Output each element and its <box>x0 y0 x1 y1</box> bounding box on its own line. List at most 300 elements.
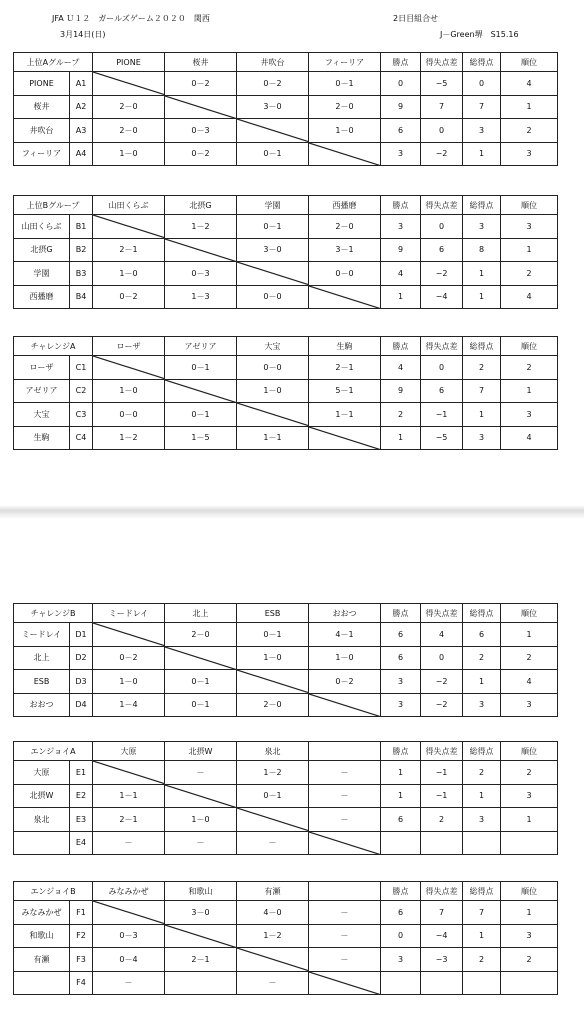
table-row <box>14 971 558 995</box>
column-team-header <box>309 882 381 901</box>
stat-cell: −1 <box>421 784 463 808</box>
row-team-code: D4 <box>70 693 93 717</box>
column-team-header: フィーリア <box>309 53 381 72</box>
stat-cell: 1 <box>463 262 501 286</box>
diagonal-cell <box>93 761 165 785</box>
group-name: エンジョイB <box>14 882 93 901</box>
table-row <box>14 285 558 309</box>
row-team-code: E2 <box>70 784 93 808</box>
stat-header: 総得点 <box>463 604 501 623</box>
stat-cell <box>421 971 463 995</box>
score-cell: 1－1 <box>237 426 309 450</box>
column-team-header: 北上 <box>165 604 237 623</box>
stat-cell: 3 <box>501 924 558 948</box>
stat-cell: 8 <box>463 238 501 262</box>
column-team-header: ESB <box>237 604 309 623</box>
stat-cell: 3 <box>463 808 501 832</box>
row-team-name: 山田くらぶ <box>14 215 70 239</box>
stat-cell: 3 <box>463 426 501 450</box>
table-row <box>14 426 558 450</box>
stat-cell: 6 <box>381 646 421 670</box>
stat-cell: 0 <box>381 924 421 948</box>
stat-header: 得失点差 <box>421 337 463 356</box>
row-team-code: A3 <box>70 119 93 143</box>
stat-cell: 1 <box>381 784 421 808</box>
stat-cell: 1 <box>501 901 558 925</box>
column-team-header: 泉北 <box>237 742 309 761</box>
score-cell: 0－3 <box>165 119 237 143</box>
score-cell: 0－2 <box>93 285 165 309</box>
stat-cell: −2 <box>421 262 463 286</box>
row-team-code: A1 <box>70 72 93 96</box>
row-team-code: C3 <box>70 403 93 427</box>
row-team-code: D1 <box>70 623 93 647</box>
stat-cell: 3 <box>381 670 421 694</box>
stat-cell: −5 <box>421 72 463 96</box>
table-row <box>14 784 558 808</box>
stat-cell: 1 <box>463 784 501 808</box>
row-team-code: F3 <box>70 948 93 972</box>
score-cell: 3－0 <box>237 95 309 119</box>
diagonal-cell <box>165 238 237 262</box>
stat-cell: 2 <box>463 948 501 972</box>
diagonal-cell <box>309 971 381 995</box>
score-cell: 1－0 <box>93 379 165 403</box>
score-cell: 2－1 <box>93 808 165 832</box>
group-name: エンジョイA <box>14 742 93 761</box>
row-team-code: A2 <box>70 95 93 119</box>
stat-cell: 0 <box>463 72 501 96</box>
diagonal-cell <box>237 403 309 427</box>
diagonal-cell <box>93 623 165 647</box>
score-cell: 1－0 <box>309 646 381 670</box>
stat-header: 得失点差 <box>421 53 463 72</box>
stat-header: 得失点差 <box>421 742 463 761</box>
row-team-name: 生駒 <box>14 426 70 450</box>
score-cell: 0－3 <box>93 924 165 948</box>
stat-cell: 1 <box>501 808 558 832</box>
score-cell: 1－2 <box>237 761 309 785</box>
page-2 <box>0 519 584 1024</box>
stat-cell: 6 <box>381 901 421 925</box>
score-cell <box>165 971 237 995</box>
stat-cell: 9 <box>381 95 421 119</box>
row-team-code: B3 <box>70 262 93 286</box>
stat-header: 得失点差 <box>421 196 463 215</box>
row-team-name: 大宝 <box>14 403 70 427</box>
row-team-name: PIONE <box>14 72 70 96</box>
row-team-code: C1 <box>70 356 93 380</box>
stat-header: 順位 <box>501 337 558 356</box>
row-team-code: E1 <box>70 761 93 785</box>
row-team-code: B4 <box>70 285 93 309</box>
stat-cell: 0 <box>381 72 421 96</box>
score-cell: 3－0 <box>237 238 309 262</box>
score-cell: 1－2 <box>237 924 309 948</box>
row-team-name: フィーリア <box>14 142 70 166</box>
stat-header: 総得点 <box>463 337 501 356</box>
table-row <box>14 215 558 239</box>
document-subtitle: 2日目組合せ <box>393 14 439 23</box>
stat-cell: 3 <box>501 784 558 808</box>
score-cell: 0－0 <box>237 285 309 309</box>
stat-cell: 3 <box>381 215 421 239</box>
diagonal-cell <box>165 646 237 670</box>
score-cell: 0－0 <box>93 403 165 427</box>
stat-cell: 0 <box>421 646 463 670</box>
score-cell: 2－1 <box>309 356 381 380</box>
table-row <box>14 901 558 925</box>
row-team-name: 北摂W <box>14 784 70 808</box>
stat-cell: 3 <box>463 119 501 143</box>
stat-cell: 1 <box>381 761 421 785</box>
row-team-name: 有瀬 <box>14 948 70 972</box>
stat-cell: 1 <box>501 379 558 403</box>
row-team-name: ESB <box>14 670 70 694</box>
table-row <box>14 808 558 832</box>
score-cell: 1－0 <box>309 119 381 143</box>
row-team-code: E4 <box>70 831 93 855</box>
stat-cell: 2 <box>463 356 501 380</box>
row-team-name: 和歌山 <box>14 924 70 948</box>
stat-cell: 7 <box>463 379 501 403</box>
document-title: JFA Ｕ１２ ガールズゲーム２０２０ 関西 <box>52 14 210 23</box>
column-team-header: 和歌山 <box>165 882 237 901</box>
score-cell: 1－0 <box>93 670 165 694</box>
table-row <box>14 238 558 262</box>
score-cell: － <box>309 808 381 832</box>
row-team-name: ローザ <box>14 356 70 380</box>
stat-cell: 2 <box>501 262 558 286</box>
stat-cell: −2 <box>421 693 463 717</box>
score-cell: 3－1 <box>309 238 381 262</box>
column-team-header <box>309 742 381 761</box>
score-cell: － <box>309 761 381 785</box>
stat-cell: −3 <box>421 948 463 972</box>
column-team-header: 北摂W <box>165 742 237 761</box>
stat-cell: 0 <box>421 215 463 239</box>
score-cell: 1－2 <box>93 426 165 450</box>
diagonal-cell <box>165 784 237 808</box>
diagonal-cell <box>309 285 381 309</box>
column-team-header: 大原 <box>93 742 165 761</box>
group-table <box>13 52 558 166</box>
table-row <box>14 761 558 785</box>
stat-header: 得失点差 <box>421 882 463 901</box>
stat-cell: 7 <box>463 901 501 925</box>
stat-cell: 7 <box>421 901 463 925</box>
score-cell: 0－3 <box>165 262 237 286</box>
stat-cell: 1 <box>463 924 501 948</box>
score-cell: 1－0 <box>93 262 165 286</box>
stat-cell: 1 <box>501 238 558 262</box>
row-team-code: D3 <box>70 670 93 694</box>
stat-cell: 3 <box>501 142 558 166</box>
diagonal-cell <box>309 142 381 166</box>
score-cell: 2－0 <box>309 215 381 239</box>
match-date: 3月14日(日) <box>60 30 106 39</box>
row-team-name <box>14 971 70 995</box>
diagonal-cell <box>93 215 165 239</box>
table-header-row <box>14 53 558 72</box>
stat-cell: 2 <box>501 646 558 670</box>
stat-header: 順位 <box>501 53 558 72</box>
stat-cell: −5 <box>421 426 463 450</box>
stat-header: 勝点 <box>381 337 421 356</box>
stat-cell: 3 <box>381 142 421 166</box>
score-cell: － <box>93 971 165 995</box>
stat-cell: 1 <box>463 403 501 427</box>
stat-header: 勝点 <box>381 882 421 901</box>
score-cell: 2－0 <box>165 623 237 647</box>
stat-cell <box>381 971 421 995</box>
diagonal-cell <box>93 901 165 925</box>
stat-cell: 2 <box>501 356 558 380</box>
stat-cell: −4 <box>421 924 463 948</box>
stat-cell: 6 <box>421 379 463 403</box>
score-cell: 0－1 <box>309 72 381 96</box>
stat-header: 順位 <box>501 604 558 623</box>
row-team-name: 井吹台 <box>14 119 70 143</box>
group-name: 上位Aグループ <box>14 53 93 72</box>
diagonal-cell <box>309 831 381 855</box>
column-team-header: 井吹台 <box>237 53 309 72</box>
score-cell: 1－0 <box>237 646 309 670</box>
score-cell: 2－0 <box>237 693 309 717</box>
score-cell: 2－0 <box>93 119 165 143</box>
score-cell: － <box>309 924 381 948</box>
page-1 <box>0 0 584 505</box>
row-team-name: 北上 <box>14 646 70 670</box>
stat-cell: 3 <box>501 403 558 427</box>
stat-cell <box>381 831 421 855</box>
score-cell: 0－2 <box>165 142 237 166</box>
stat-cell: 1 <box>463 142 501 166</box>
column-team-header: 西播磨 <box>309 196 381 215</box>
score-cell: 0－1 <box>165 356 237 380</box>
score-cell: 0－1 <box>237 784 309 808</box>
stat-cell: 2 <box>501 761 558 785</box>
stat-cell: −2 <box>421 670 463 694</box>
score-cell: － <box>309 948 381 972</box>
group-table <box>13 336 558 450</box>
stat-cell: 3 <box>463 693 501 717</box>
score-cell: 1－2 <box>165 215 237 239</box>
row-team-code: F1 <box>70 901 93 925</box>
table-row <box>14 693 558 717</box>
table-header-row <box>14 742 558 761</box>
stat-cell: 1 <box>501 623 558 647</box>
score-cell: 0－2 <box>165 72 237 96</box>
score-cell: 5－1 <box>309 379 381 403</box>
stat-cell: 9 <box>381 238 421 262</box>
column-team-header: 生駒 <box>309 337 381 356</box>
stat-cell: 1 <box>463 670 501 694</box>
stat-header: 総得点 <box>463 196 501 215</box>
column-team-header: ミードレイ <box>93 604 165 623</box>
stat-cell: 4 <box>421 623 463 647</box>
table-header-row <box>14 337 558 356</box>
score-cell: 2－1 <box>165 948 237 972</box>
stat-cell: −1 <box>421 403 463 427</box>
row-team-code: F2 <box>70 924 93 948</box>
row-team-code: F4 <box>70 971 93 995</box>
stat-cell <box>463 831 501 855</box>
score-cell: － <box>237 831 309 855</box>
score-cell: 0－2 <box>93 646 165 670</box>
table-row <box>14 379 558 403</box>
stat-cell: 2 <box>381 403 421 427</box>
stat-cell: 4 <box>381 356 421 380</box>
stat-cell: 4 <box>501 72 558 96</box>
stat-cell: −4 <box>421 285 463 309</box>
stat-cell: −2 <box>421 142 463 166</box>
score-cell: 2－0 <box>309 95 381 119</box>
stat-header: 順位 <box>501 196 558 215</box>
score-cell: 0－4 <box>93 948 165 972</box>
stat-cell: 9 <box>381 379 421 403</box>
score-cell: 0－2 <box>309 670 381 694</box>
stat-cell <box>501 831 558 855</box>
score-cell: 0－0 <box>237 356 309 380</box>
stat-cell: 1 <box>381 426 421 450</box>
stat-cell <box>501 971 558 995</box>
diagonal-cell <box>237 670 309 694</box>
stat-cell: 1 <box>501 95 558 119</box>
row-team-name: 北摂G <box>14 238 70 262</box>
column-team-header: アゼリア <box>165 337 237 356</box>
stat-cell: 2 <box>421 808 463 832</box>
group-table <box>13 195 558 309</box>
column-team-header: PIONE <box>93 53 165 72</box>
table-row <box>14 403 558 427</box>
stat-cell <box>463 971 501 995</box>
score-cell: 1－0 <box>237 379 309 403</box>
group-table <box>13 881 558 995</box>
stat-cell: 7 <box>421 95 463 119</box>
table-row <box>14 119 558 143</box>
row-team-code: C4 <box>70 426 93 450</box>
stat-cell: 3 <box>501 215 558 239</box>
diagonal-cell <box>237 948 309 972</box>
score-cell: 1－5 <box>165 426 237 450</box>
row-team-code: C2 <box>70 379 93 403</box>
diagonal-cell <box>165 95 237 119</box>
row-team-name: 大原 <box>14 761 70 785</box>
column-team-header: みなみかぜ <box>93 882 165 901</box>
score-cell: 0－1 <box>237 215 309 239</box>
column-team-header: おおつ <box>309 604 381 623</box>
score-cell: 1－1 <box>93 784 165 808</box>
score-cell: 1－0 <box>165 808 237 832</box>
score-cell: 0－1 <box>237 142 309 166</box>
score-cell: － <box>165 761 237 785</box>
table-header-row <box>14 882 558 901</box>
row-team-name: ミードレイ <box>14 623 70 647</box>
diagonal-cell <box>237 808 309 832</box>
stat-header: 順位 <box>501 882 558 901</box>
stat-cell: 0 <box>421 356 463 380</box>
table-row <box>14 670 558 694</box>
table-header-row <box>14 196 558 215</box>
diagonal-cell <box>165 924 237 948</box>
column-team-header: 山田くらぶ <box>93 196 165 215</box>
score-cell: 1－3 <box>165 285 237 309</box>
score-cell: － <box>237 971 309 995</box>
stat-header: 得失点差 <box>421 604 463 623</box>
stat-cell: −1 <box>421 761 463 785</box>
stat-cell: 2 <box>463 646 501 670</box>
score-cell: 4－1 <box>309 623 381 647</box>
venue-label: J－Green堺 S15.16 <box>440 30 519 39</box>
diagonal-cell <box>237 262 309 286</box>
table-row <box>14 646 558 670</box>
table-row <box>14 142 558 166</box>
table-row <box>14 262 558 286</box>
row-team-name: 西播磨 <box>14 285 70 309</box>
table-row <box>14 95 558 119</box>
score-cell: 2－1 <box>93 238 165 262</box>
table-row <box>14 623 558 647</box>
row-team-code: E3 <box>70 808 93 832</box>
stat-cell: 2 <box>463 761 501 785</box>
stat-cell: 2 <box>501 948 558 972</box>
stat-cell: 6 <box>421 238 463 262</box>
stat-header: 勝点 <box>381 742 421 761</box>
stat-cell: 0 <box>421 119 463 143</box>
group-table <box>13 603 558 717</box>
group-name: チャレンジA <box>14 337 93 356</box>
row-team-code: B1 <box>70 215 93 239</box>
stat-cell: 6 <box>381 623 421 647</box>
score-cell: 1－0 <box>93 142 165 166</box>
score-cell: － <box>309 784 381 808</box>
table-row <box>14 924 558 948</box>
table-header-row <box>14 604 558 623</box>
diagonal-cell <box>309 693 381 717</box>
score-cell: 2－0 <box>93 95 165 119</box>
stat-cell: 4 <box>501 426 558 450</box>
table-row <box>14 948 558 972</box>
row-team-name: みなみかぜ <box>14 901 70 925</box>
score-cell: 0－1 <box>165 670 237 694</box>
diagonal-cell <box>93 356 165 380</box>
score-cell: － <box>309 901 381 925</box>
stat-cell <box>421 831 463 855</box>
stat-cell: 3 <box>501 693 558 717</box>
column-team-header: 大宝 <box>237 337 309 356</box>
table-row <box>14 356 558 380</box>
row-team-name: おおつ <box>14 693 70 717</box>
stat-header: 勝点 <box>381 604 421 623</box>
stat-cell: 3 <box>381 693 421 717</box>
stat-cell: 1 <box>381 285 421 309</box>
group-name: チャレンジB <box>14 604 93 623</box>
score-cell: 0－2 <box>237 72 309 96</box>
column-team-header: 桜井 <box>165 53 237 72</box>
stat-cell: 6 <box>463 623 501 647</box>
row-team-code: A4 <box>70 142 93 166</box>
score-cell: 0－1 <box>165 403 237 427</box>
column-team-header: 有瀬 <box>237 882 309 901</box>
diagonal-cell <box>309 426 381 450</box>
row-team-name: アゼリア <box>14 379 70 403</box>
score-cell: 3－0 <box>165 901 237 925</box>
stat-cell: 4 <box>381 262 421 286</box>
stat-cell: 3 <box>463 215 501 239</box>
stat-header: 勝点 <box>381 196 421 215</box>
score-cell: － <box>93 831 165 855</box>
